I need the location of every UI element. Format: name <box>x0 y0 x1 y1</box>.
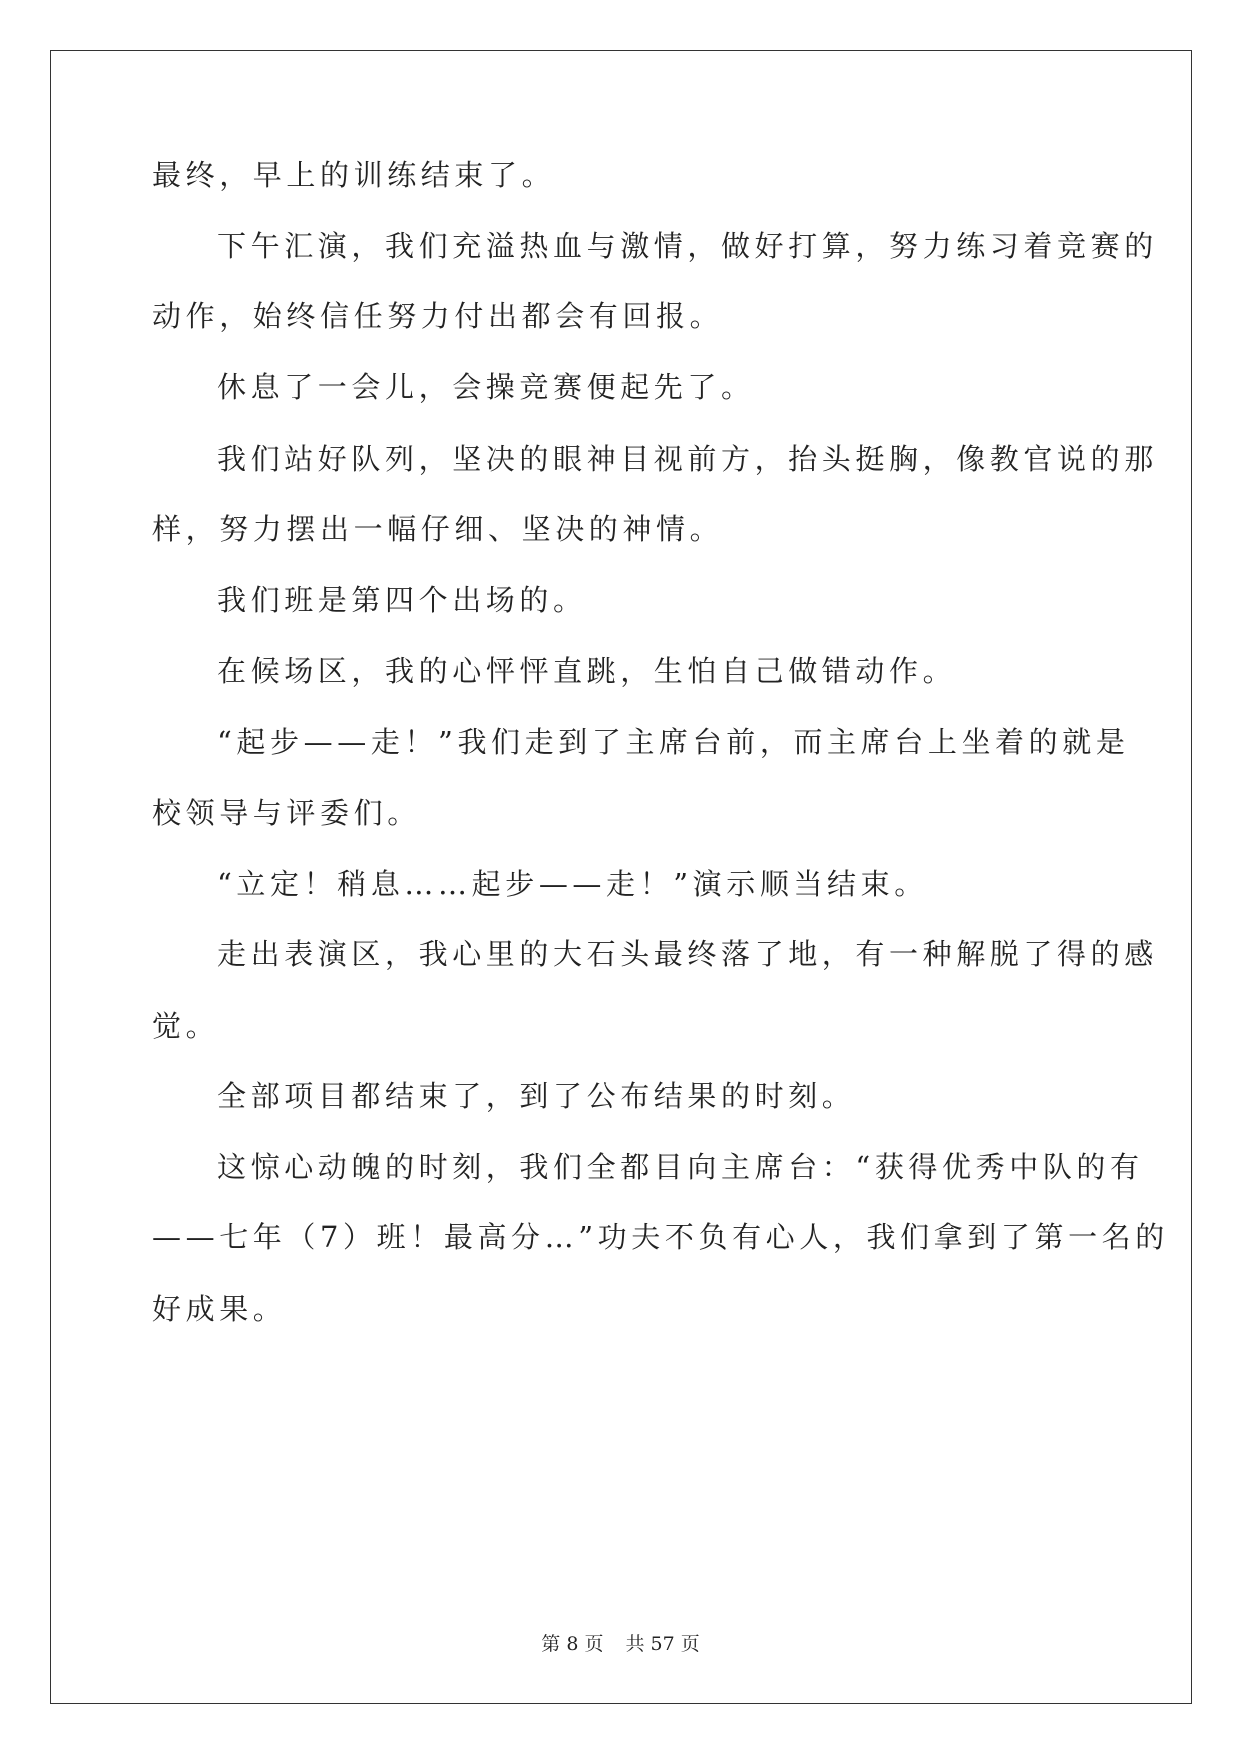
paragraph-line: 最终，早上的训练结束了。 <box>152 158 556 192</box>
paragraph-line: 我们站好队列，坚决的眼神目视前方，抬头挺胸，像教官说的那 <box>217 442 1158 476</box>
page-number-total: 共 57 页 <box>625 1633 700 1655</box>
paragraph-line: 我们班是第四个出场的。 <box>217 583 587 617</box>
paragraph-line: 这惊心动魄的时刻，我们全都目向主席台：“获得优秀中队的有 <box>217 1150 1144 1184</box>
paragraph-line: 走出表演区，我心里的大石头最终落了地，有一种解脱了得的感 <box>217 937 1158 971</box>
paragraph-line: 在候场区，我的心怦怦直跳，生怕自己做错动作。 <box>217 654 957 688</box>
paragraph-line: 下午汇演，我们充溢热血与激情，做好打算，努力练习着竞赛的 <box>217 229 1158 263</box>
paragraph-line: ——七年（7）班！最高分…”功夫不负有心人，我们拿到了第一名的 <box>152 1220 1169 1254</box>
paragraph-line: 样，努力摆出一幅仔细、坚决的神情。 <box>152 512 724 546</box>
paragraph-line: 全部项目都结束了，到了公布结果的时刻。 <box>217 1079 856 1113</box>
page-footer <box>0 1632 1241 1656</box>
page-number-current: 第 8 页 <box>541 1633 604 1655</box>
paragraph-line: “立定！稍息……起步——走！”演示顺当结束。 <box>217 867 928 901</box>
paragraph-line: “起步——走！”我们走到了主席台前，而主席台上坐着的就是 <box>217 725 1130 759</box>
paragraph-line: 校领导与评委们。 <box>152 796 421 830</box>
paragraph-line: 好成果。 <box>152 1292 287 1326</box>
paragraph-line: 觉。 <box>152 1009 220 1043</box>
paragraph-line: 动作，始终信任努力付出都会有回报。 <box>152 299 724 333</box>
paragraph-line: 休息了一会儿，会操竞赛便起先了。 <box>217 370 755 404</box>
